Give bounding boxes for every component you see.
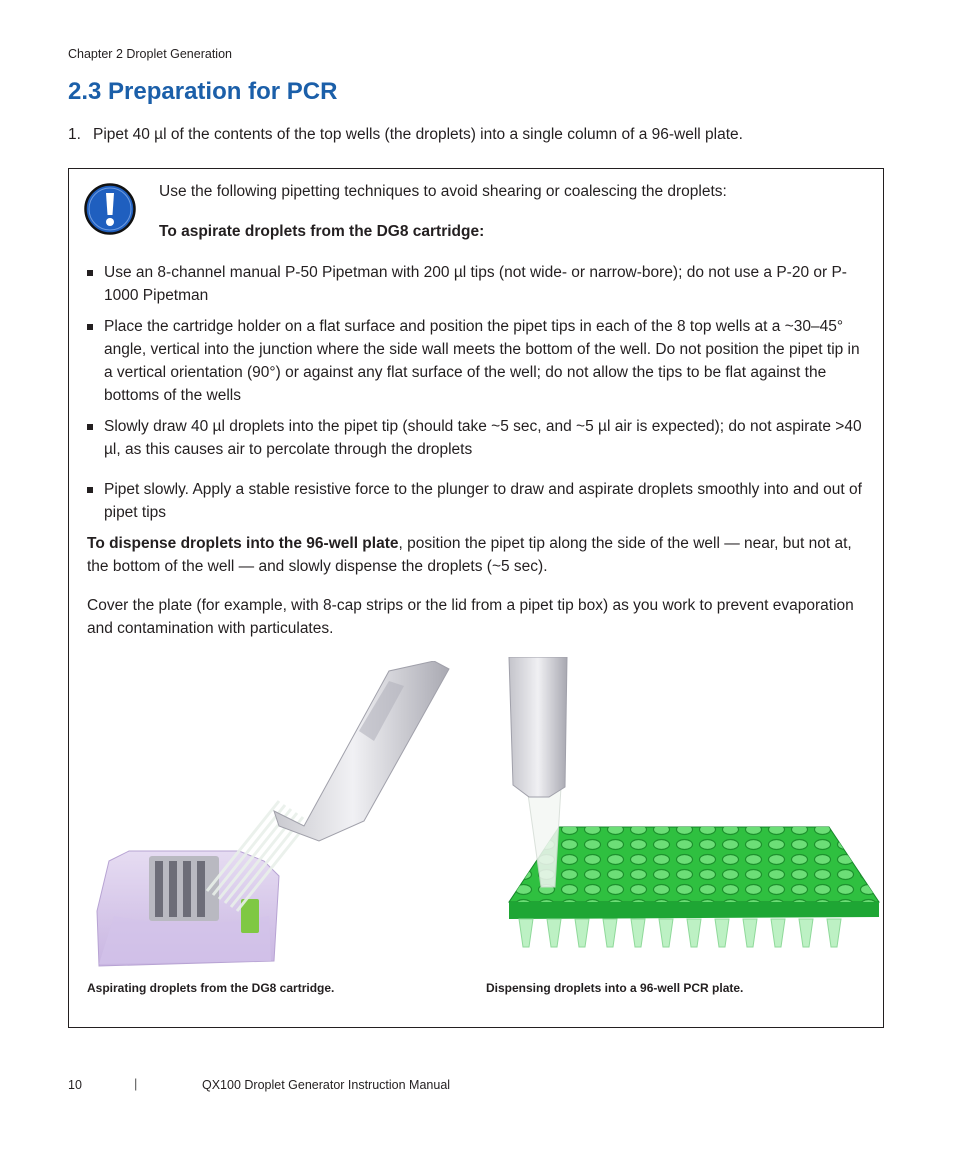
cover-paragraph: Cover the plate (for example, with 8-cap strips or the lid from a pipet tip box) as you work to prevent evaporation and contamination with particulates.: [87, 597, 854, 637]
dispense-heading: To dispense droplets into the 96-well plate: [87, 535, 399, 552]
section-title: 2.3 Preparation for PCR: [68, 78, 338, 105]
dispensing-figure: [489, 657, 881, 973]
step-item: [68, 126, 743, 144]
bullet-icon: [87, 487, 93, 493]
step-number: 1.: [68, 126, 81, 143]
bullet-list: [87, 261, 871, 532]
exclamation-icon: [84, 183, 136, 235]
bullet-text: Pipet slowly. Apply a stable resistive force to the plunger to draw and aspirate droplets smoothly into and out of pipet tips: [104, 481, 862, 521]
bullet-text: Place the cartridge holder on a flat surface and position the pipet tips in each of the 8 top wells at a ~30–45° angle, vertical into the junction where the side wall meets the bottom of the well. Do not position the pipet tip in a vertical orientation (90°) or against any flat surface of the well; do not allow the tips to be flat against the bottoms of the wells: [104, 318, 860, 404]
bullet-icon: [87, 424, 93, 430]
bullet-text: Slowly draw 40 µl droplets into the pipet tip (should take ~5 sec, and ~5 µl air is expected); do not aspirate >40 µl, as this causes air to percolate through the droplets: [104, 418, 862, 458]
page-number: 10: [68, 1078, 82, 1092]
dispense-paragraph: [87, 532, 871, 578]
manual-title: QX100 Droplet Generator Instruction Manual: [202, 1078, 451, 1092]
footer-separator: |: [134, 1076, 138, 1091]
list-item: [87, 415, 871, 461]
bullet-text: Use an 8-channel manual P-50 Pipetman with 200 µl tips (not wide- or narrow-bore); do not use a P-20 or P-1000 Pipetman: [104, 264, 847, 304]
list-item: [87, 261, 871, 307]
figure-caption-1: Aspirating droplets from the DG8 cartridge.: [87, 981, 335, 995]
note-subhead: To aspirate droplets from the DG8 cartridge:: [159, 223, 485, 240]
chapter-header: Chapter 2 Droplet Generation: [68, 47, 232, 61]
note-box: [68, 168, 884, 1028]
step-text: Pipet 40 µl of the contents of the top wells (the droplets) into a single column of a 96-well plate.: [93, 126, 743, 143]
list-item: [87, 315, 871, 407]
bullet-icon: [87, 324, 93, 330]
aspirating-figure: [89, 661, 461, 973]
figure-caption-2: Dispensing droplets into a 96-well PCR plate.: [486, 981, 744, 995]
dispense-text: , position the pipet tip along the side of the well — near, but not at, the bottom of the well — and slowly dispense the droplets (~5 sec).: [87, 535, 852, 575]
note-intro: Use the following pipetting techniques to avoid shearing or coalescing the droplets:: [159, 183, 727, 200]
list-item: [87, 478, 871, 524]
bullet-icon: [87, 270, 93, 276]
